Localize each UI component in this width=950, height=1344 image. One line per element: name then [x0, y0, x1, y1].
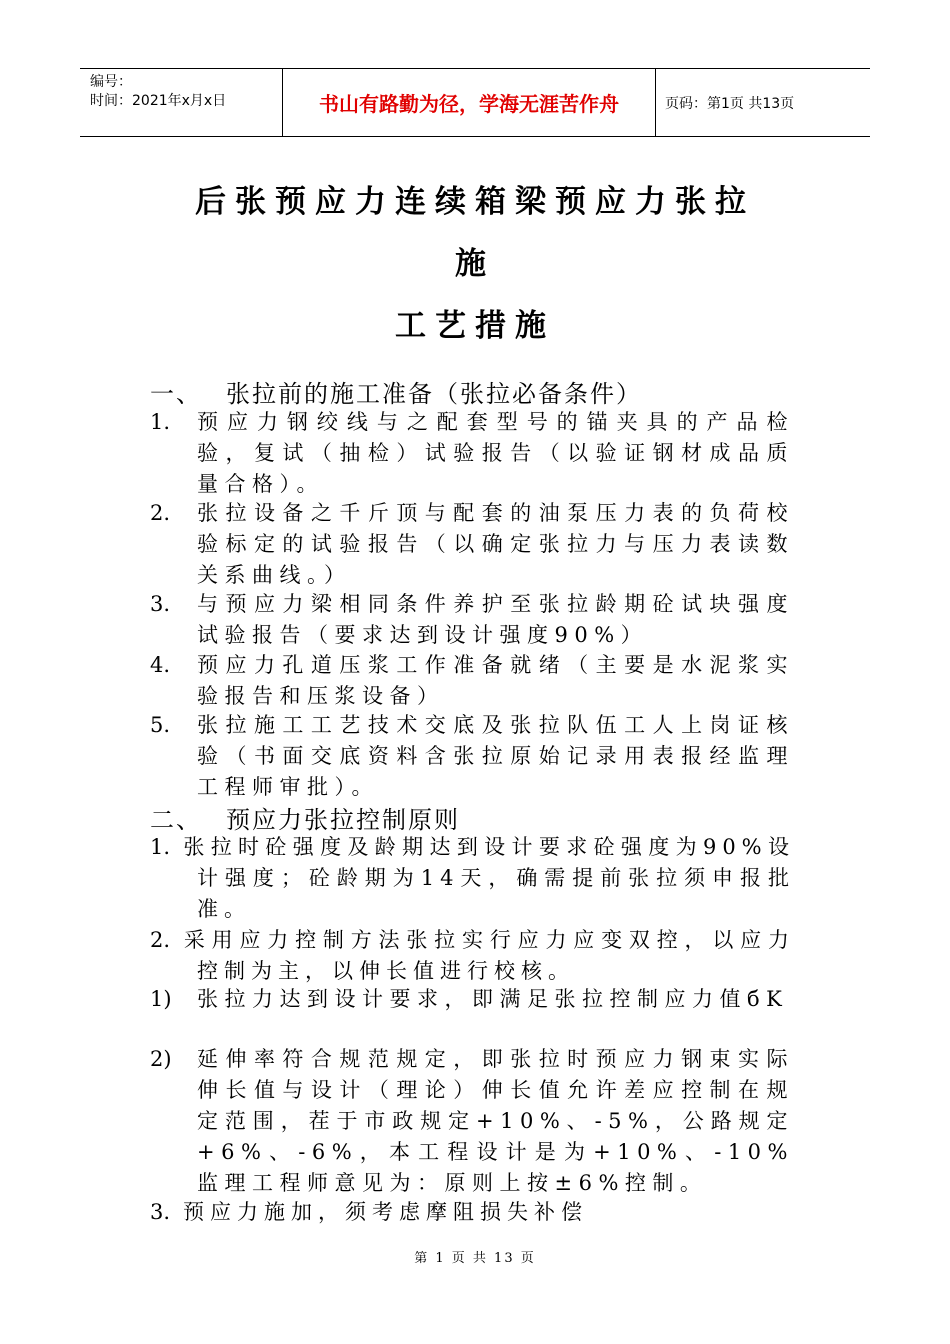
title-line-3: 工艺措施 — [395, 308, 555, 344]
page-footer: 第 1 页 共 13 页 — [414, 1251, 536, 1266]
number-label: 编号： — [90, 74, 132, 90]
section-1-number: 一、 — [150, 380, 202, 408]
header-meta — [90, 73, 226, 111]
time-label: 时间：2021年x月x日 — [90, 93, 227, 109]
section-1-heading — [150, 374, 642, 409]
section-2-heading — [150, 800, 460, 835]
header-page-info: 页码：第1页 共13页 — [665, 95, 795, 112]
section-2-number: 二、 — [150, 806, 202, 834]
list-item: 1) 张拉力达到设计要求，即满足张拉控制应力值бK — [150, 987, 789, 1011]
list-item: 4. 预应力孔道压浆工作准备就绪（主要是水泥浆实验报告和压浆设备） — [150, 653, 794, 708]
list-item: 5. 张拉施工工艺技术交底及张拉队伍工人上岗证核验（书面交底资料含张拉原始记录用表报经监理工程师审批）。 — [150, 713, 794, 799]
list-item: 2. 张拉设备之千斤顶与配套的油泵压力表的负荷校验标定的试验报告（以确定张拉力与压力表读数关系曲线。） — [150, 501, 794, 587]
list-item: 2. 采用应力控制方法张拉实行应力应变双控，以应力控制为主，以伸长值进行校核。 — [150, 928, 795, 983]
title-line-1: 后张预应力连续箱梁预应力张拉 — [195, 184, 755, 220]
list-item: 1. 张拉时砼强度及龄期达到设计要求砼强度为90%设计强度；砼龄期为14天，确需提前张拉须申报批准。 — [150, 835, 795, 921]
section-2-title: 预应力张拉控制原则 — [226, 806, 460, 834]
header-motto: 书山有路勤为径，学海无涯苦作舟 — [282, 69, 656, 136]
list-item: 1. 预应力钢绞线与之配套型号的锚夹具的产品检验，复试（抽检）试验报告（以验证钢材成品质量合格）。 — [150, 410, 794, 496]
title-line-2: 施 — [455, 246, 495, 282]
list-item: 3. 预应力施加，须考虑摩阻损失补偿 — [150, 1200, 588, 1224]
list-item: 3. 与预应力梁相同条件养护至张拉龄期砼试块强度试验报告（要求达到设计强度90%） — [150, 592, 794, 647]
page-header — [80, 68, 870, 137]
section-1-title: 张拉前的施工准备（张拉必备条件） — [226, 380, 642, 408]
list-item: 2) 延伸率符合规范规定，即张拉时预应力钢束实际伸长值与设计（理论）伸长值允许差应控制在规定范围，茬于市政规定+10%、-5%，公路规定+6%、-6%，本工程设计是为+10%、-10%监理工程师意见为：原则上按±6%控制。 — [150, 1047, 794, 1195]
